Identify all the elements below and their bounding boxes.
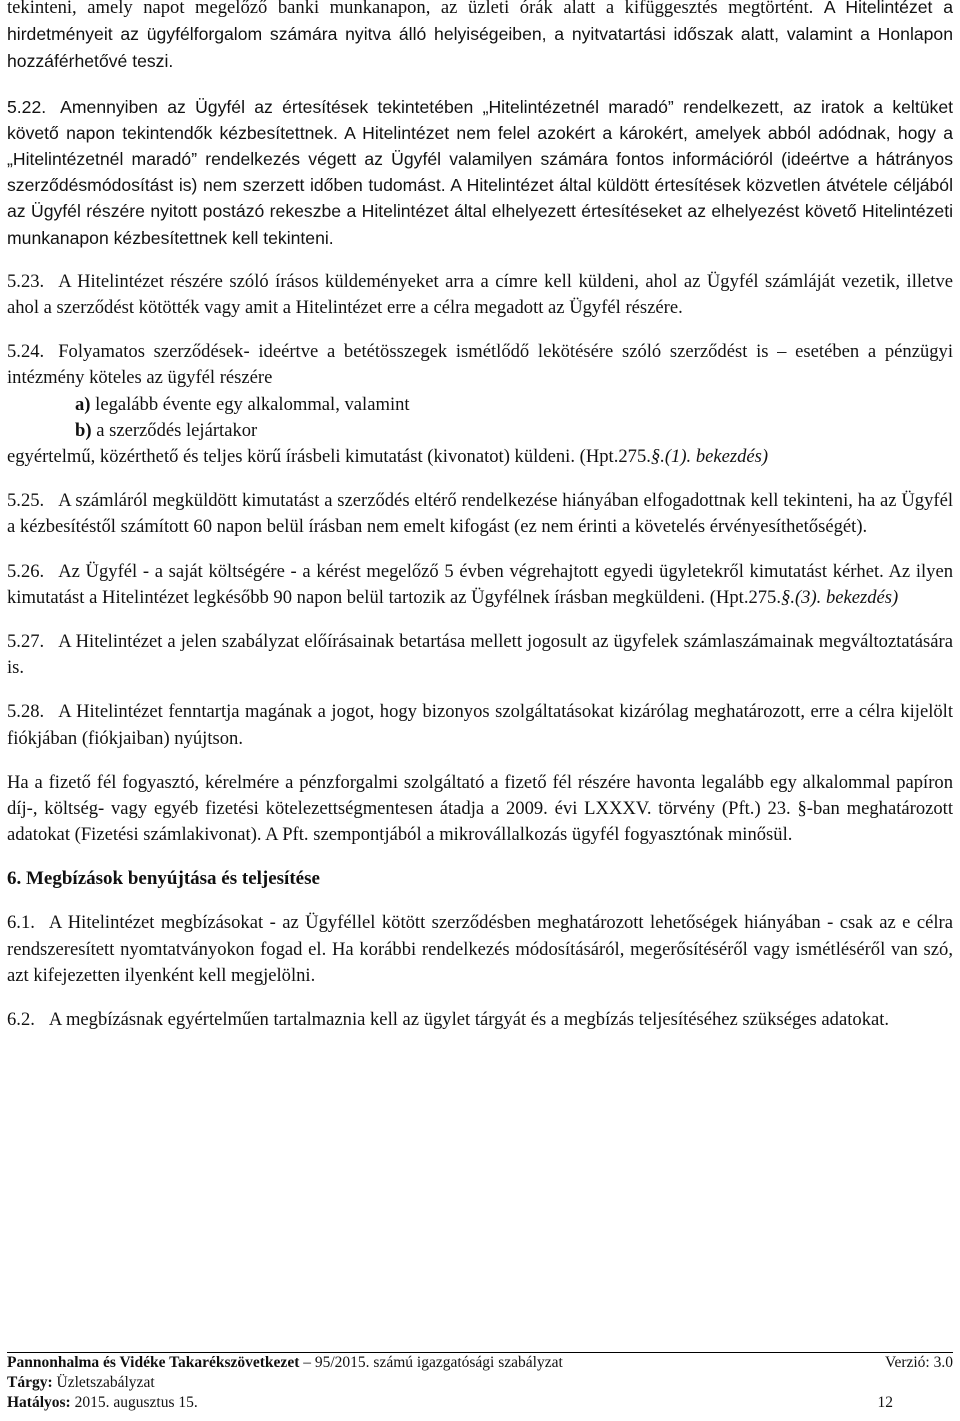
page-number: 12 — [877, 1394, 893, 1411]
section-6-1: 6.1. A Hitelintézet megbízásokat - az Ügyféllel kötött szerződésben meghatározott lehetőségek hiányában - csak az e célra rendszeresített nyomtatványokon fogad el. Ha korábbi rendelkezés módosításáról, megerősítéséről vagy ismétléséről van szó, azt kifejezetten ilyenként kell megjelölni. — [7, 912, 953, 986]
section-5-25: 5.25. A számláról megküldött kimutatást a szerződés eltérő rendelkezése hiányában elfogadottnak kell tekinteni, ha az Ügyfél a kézbesítéstől számított 60 napon belül írásban nem emelt kifogást (ez nem érinti a követelés érvényesíthetőségét). — [7, 490, 953, 538]
section-heading-6: 6. Megbízások benyújtása és teljesítése — [7, 868, 320, 890]
footer-subject: Üzletszabályzat — [52, 1374, 155, 1391]
section-5-28: 5.28. A Hitelintézet fenntartja magának a jogot, hogy bizonyos szolgáltatásokat kizárólag meghatározott, erre a célra kijelölt fiókjában (fiókjaiban) nyújtson. — [7, 701, 953, 749]
legal-reference: §.(3). bekezdés) — [781, 586, 899, 608]
footer-doc: – 95/2015. számú igazgatósági szabályzat — [299, 1354, 563, 1371]
section-5-22: 5.22. Amennyiben az Ügyfél az értesítések tekintetében „Hitelintézetnél maradó” rendelkezett, az iratok a keltüket követő napon tekintendők kézbesítettnek. A Hitelintézet nem felel azokért a károkért, amelyek abból adódnak, hogy a „Hitelintézetnél maradó” rendelkezés végett az Ügyfél valamilyen számára fontos információról (ideértve a hátrányos szerződésmódosítást is) nem szerzett időben tudomást. A Hitelintézet által küldött értesítések közvetlen átvétele céljából az Ügyfél részére nyitott postázó rekeszbe a Hitelintézet által elhelyezett értesítéseket az elhelyezést követő Hitelintézeti munkanapon kézbesítettnek kell tekinteni. — [7, 96, 954, 248]
section-number: 5.22. — [7, 96, 47, 117]
section-number: 6.2. — [7, 1009, 35, 1031]
section-number: 6.1. — [7, 912, 35, 934]
continuation-line-2: A Hitelintézet a hirdetményeit az ügyfélforgalom számára nyitva álló helyiségeiben, a nyitvatartási időszak alatt, valamint a Honlapon hozzáférhetővé teszi. — [7, 0, 953, 72]
footer-effective-date: 2015. augusztus 15. — [70, 1394, 198, 1411]
footer-version: Verzió: 3.0 — [884, 1354, 953, 1371]
legal-reference: §.(1). bekezdés) — [650, 446, 769, 468]
footer-line-3: Hatályos: 2015. augusztus 15. 12 — [7, 1394, 893, 1411]
section-5-23: 5.23. A Hitelintézet részére szóló írásos küldeményeket arra a címre kell küldeni, ahol az Ügyfél számláját vezetik, illetve ahol a szerződést kötötték vagy amit a Hitelintézet erre a célra megadott az Ügyfél részére. — [7, 270, 953, 319]
paragraph-continuation — [7, 0, 953, 76]
continuation-line-1: tekinteni, amely napot megelőző banki munkanapon, az üzleti órák alatt a kifüggesztés megtörtént. — [7, 0, 814, 18]
section-6-2: 6.2. A megbízásnak egyértelműen tartalmaznia kell az ügylet tárgyát és a megbízás teljesítéséhez szükséges adatokat. — [7, 1009, 890, 1031]
consumer-paragraph: Ha a fizető fél fogyasztó, kérelmére a pénzforgalmi szolgáltató a fizető fél részére havonta legalább egy alkalommal papíron díj-, költség- vagy egyéb fizetési kötelezettségmentesen átadja a 2009. évi LXXXV. törvény (Pft.) 23. §-ban meghatározott adatokat (Fizetési számlakivonat). A Pft. szempontjából a mikrovállalkozás ügyfél fogyasztónak minősül. — [7, 771, 953, 846]
section-number: 5.27. — [7, 631, 45, 653]
section-5-24: 5.24. Folyamatos szerződések- ideértve a betétösszegek ismétlődő lekötésére szóló szerződést is – esetében a pénzügyi intézmény köteles az ügyfél részére — [7, 341, 953, 389]
list-item-b: b) a szerződés lejártakor — [75, 419, 258, 441]
section-number: 5.23. — [7, 270, 45, 292]
section-number: 5.26. — [7, 560, 45, 582]
section-number: 5.24. — [7, 341, 45, 363]
page-footer — [7, 1352, 953, 1413]
section-5-27: 5.27. A Hitelintézet a jelen szabályzat előírásainak betartása mellett jogosult az ügyfelek számlaszámainak megváltoztatására is. — [7, 631, 953, 679]
section-number: 5.25. — [7, 490, 45, 512]
section-5-26: 5.26. Az Ügyfél - a saját költségére - a kérést megelőző 5 évben végrehajtott egyedi ügyletekről kimutatást kérhet. Az ilyen kimutatást a Hitelintézet legkésőbb 90 napon belül tartozik az Ügyfélnek írásban megküldeni. (Hpt.275.§.(3). bekezdés) — [7, 560, 953, 608]
footer-org: Pannonhalma és Vidéke Takarékszövetkezet — [7, 1354, 300, 1371]
section-5-24-end: egyértelmű, közérthető és teljes körű írásbeli kimutatást (kivonatot) küldeni. (Hpt.275.§.(1). bekezdés) — [7, 446, 769, 468]
section-number: 5.28. — [7, 701, 45, 723]
footer-line-1 — [7, 1352, 953, 1373]
footer-line-2: Tárgy: Üzletszabályzat — [7, 1374, 155, 1391]
list-item-a: a) legalább évente egy alkalommal, valamint — [75, 393, 410, 415]
